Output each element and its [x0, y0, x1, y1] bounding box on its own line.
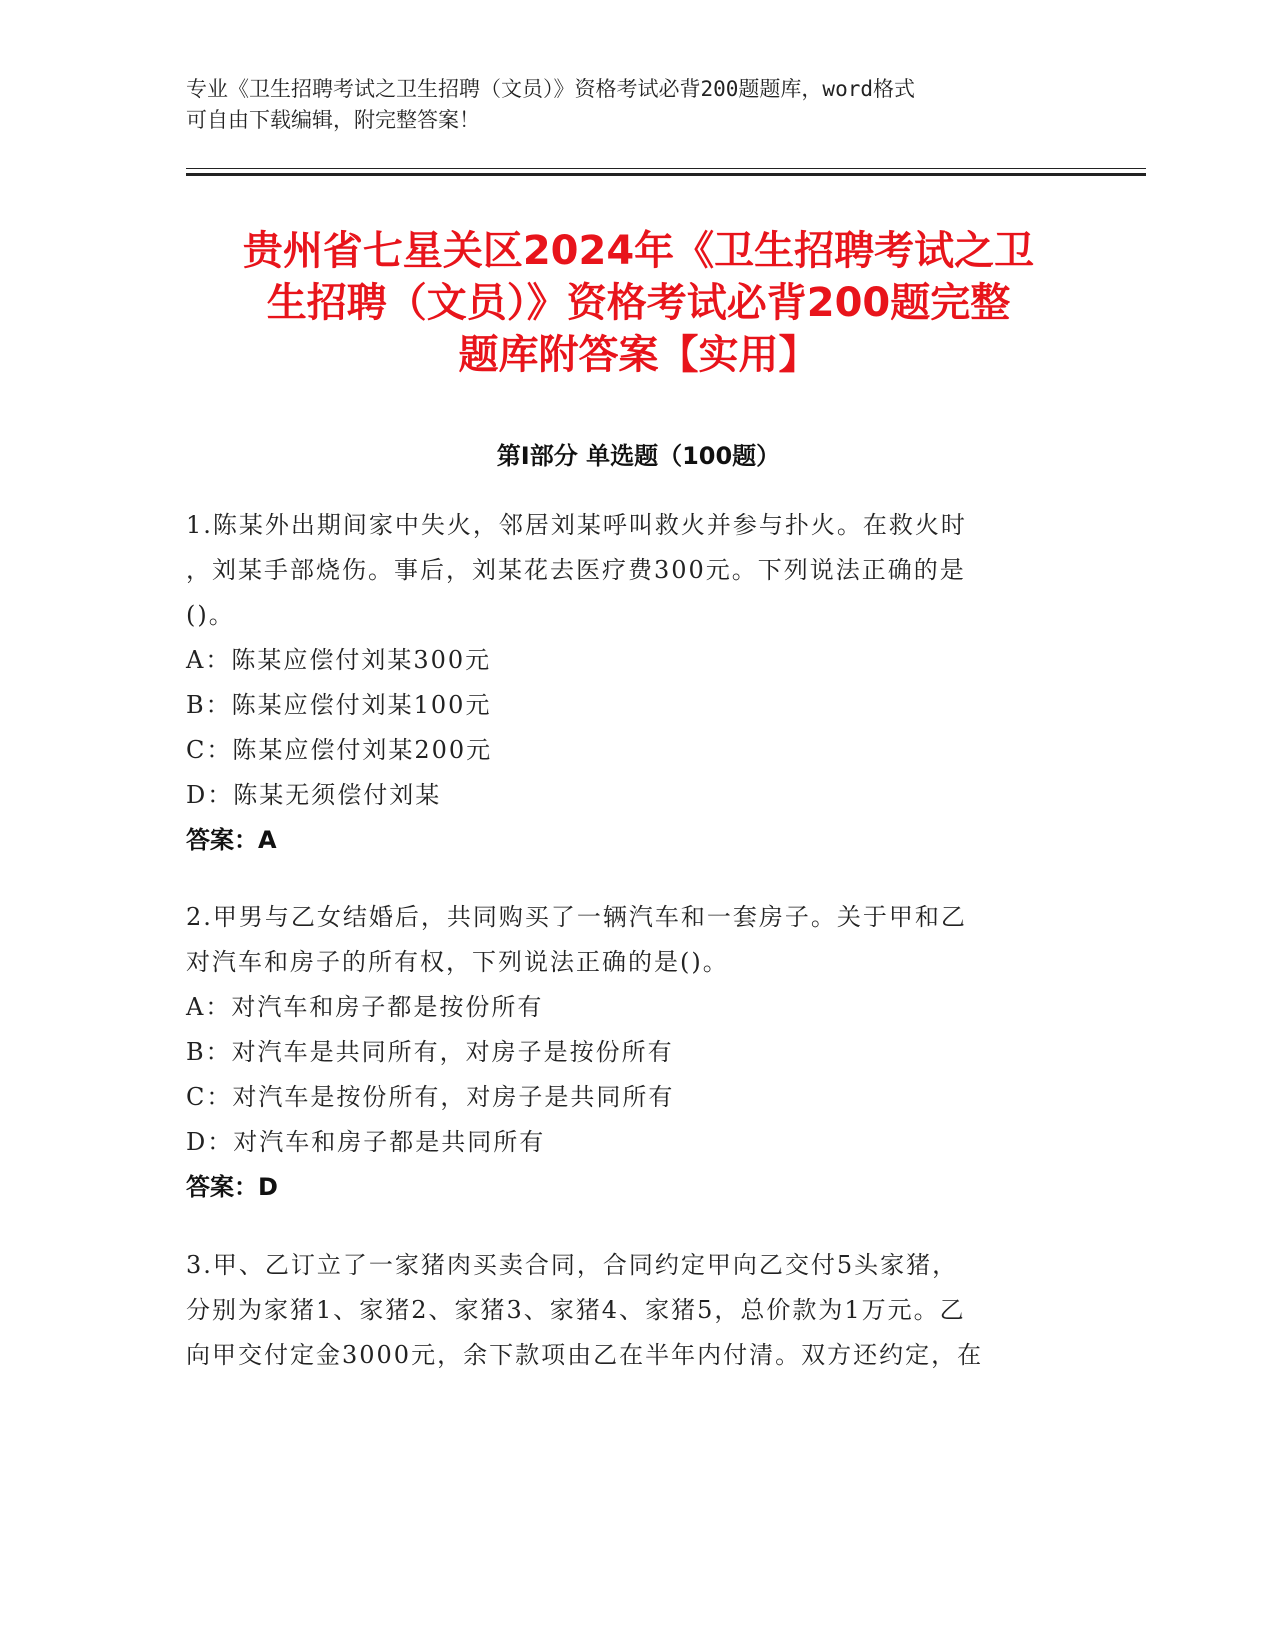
question-stem-line: 分别为家猪1、家猪2、家猪3、家猪4、家猪5，总价款为1万元。乙 — [186, 1296, 966, 1324]
question-stem-line: 向甲交付定金3000元，余下款项由乙在半年内付清。双方还约定，在 — [186, 1341, 984, 1369]
question-stem-line: ，刘某手部烧伤。事后，刘某花去医疗费300元。下列说法正确的是 — [186, 556, 966, 584]
question-2 — [186, 895, 1086, 1210]
title-line-1: 贵州省七星关区2024年《卫生招聘考试之卫 — [242, 228, 1035, 274]
question-stem-line: 对汽车和房子的所有权，下列说法正确的是()。 — [186, 948, 729, 976]
title-line-3: 题库附答案【实用】 — [458, 332, 819, 378]
option-a: A：陈某应偿付刘某300元 — [186, 646, 492, 674]
section-title: 第Ⅰ部分 单选题（100题） — [496, 442, 781, 470]
header-note-line-2: 可自由下载编辑，附完整答案！ — [186, 108, 480, 132]
option-d: D：陈某无须偿付刘某 — [186, 781, 442, 809]
header-divider-thin — [186, 168, 1146, 169]
question-1 — [186, 503, 1086, 863]
question-stem-line: ()。 — [186, 601, 235, 629]
question-stem-line: 3.甲、乙订立了一家猪肉买卖合同，合同约定甲向乙交付5头家猪， — [186, 1251, 959, 1279]
option-b: B：对汽车是共同所有，对房子是按份所有 — [186, 1038, 674, 1066]
question-stem-line: 1.陈某外出期间家中失火，邻居刘某呼叫救火并参与扑火。在救火时 — [186, 511, 967, 539]
option-c: C：陈某应偿付刘某200元 — [186, 736, 493, 764]
question-stem-line: 2.甲男与乙女结婚后，共同购买了一辆汽车和一套房子。关于甲和乙 — [186, 903, 967, 931]
header-note-line-1: 专业《卫生招聘考试之卫生招聘（文员）》资格考试必背200题题库，word格式 — [186, 77, 915, 101]
header-divider-thick — [186, 173, 1146, 176]
option-d: D：对汽车和房子都是共同所有 — [186, 1128, 546, 1156]
title-line-2: 生招聘（文员）》资格考试必背200题完整 — [266, 280, 1011, 326]
option-c: C：对汽车是按份所有，对房子是共同所有 — [186, 1083, 675, 1111]
question-3 — [186, 1243, 1086, 1378]
option-a: A：对汽车和房子都是按份所有 — [186, 993, 544, 1021]
answer: 答案：A — [186, 826, 277, 854]
header-note — [186, 74, 1066, 136]
document-title — [186, 225, 1091, 381]
option-b: B：陈某应偿付刘某100元 — [186, 691, 492, 719]
answer: 答案：D — [186, 1173, 278, 1201]
